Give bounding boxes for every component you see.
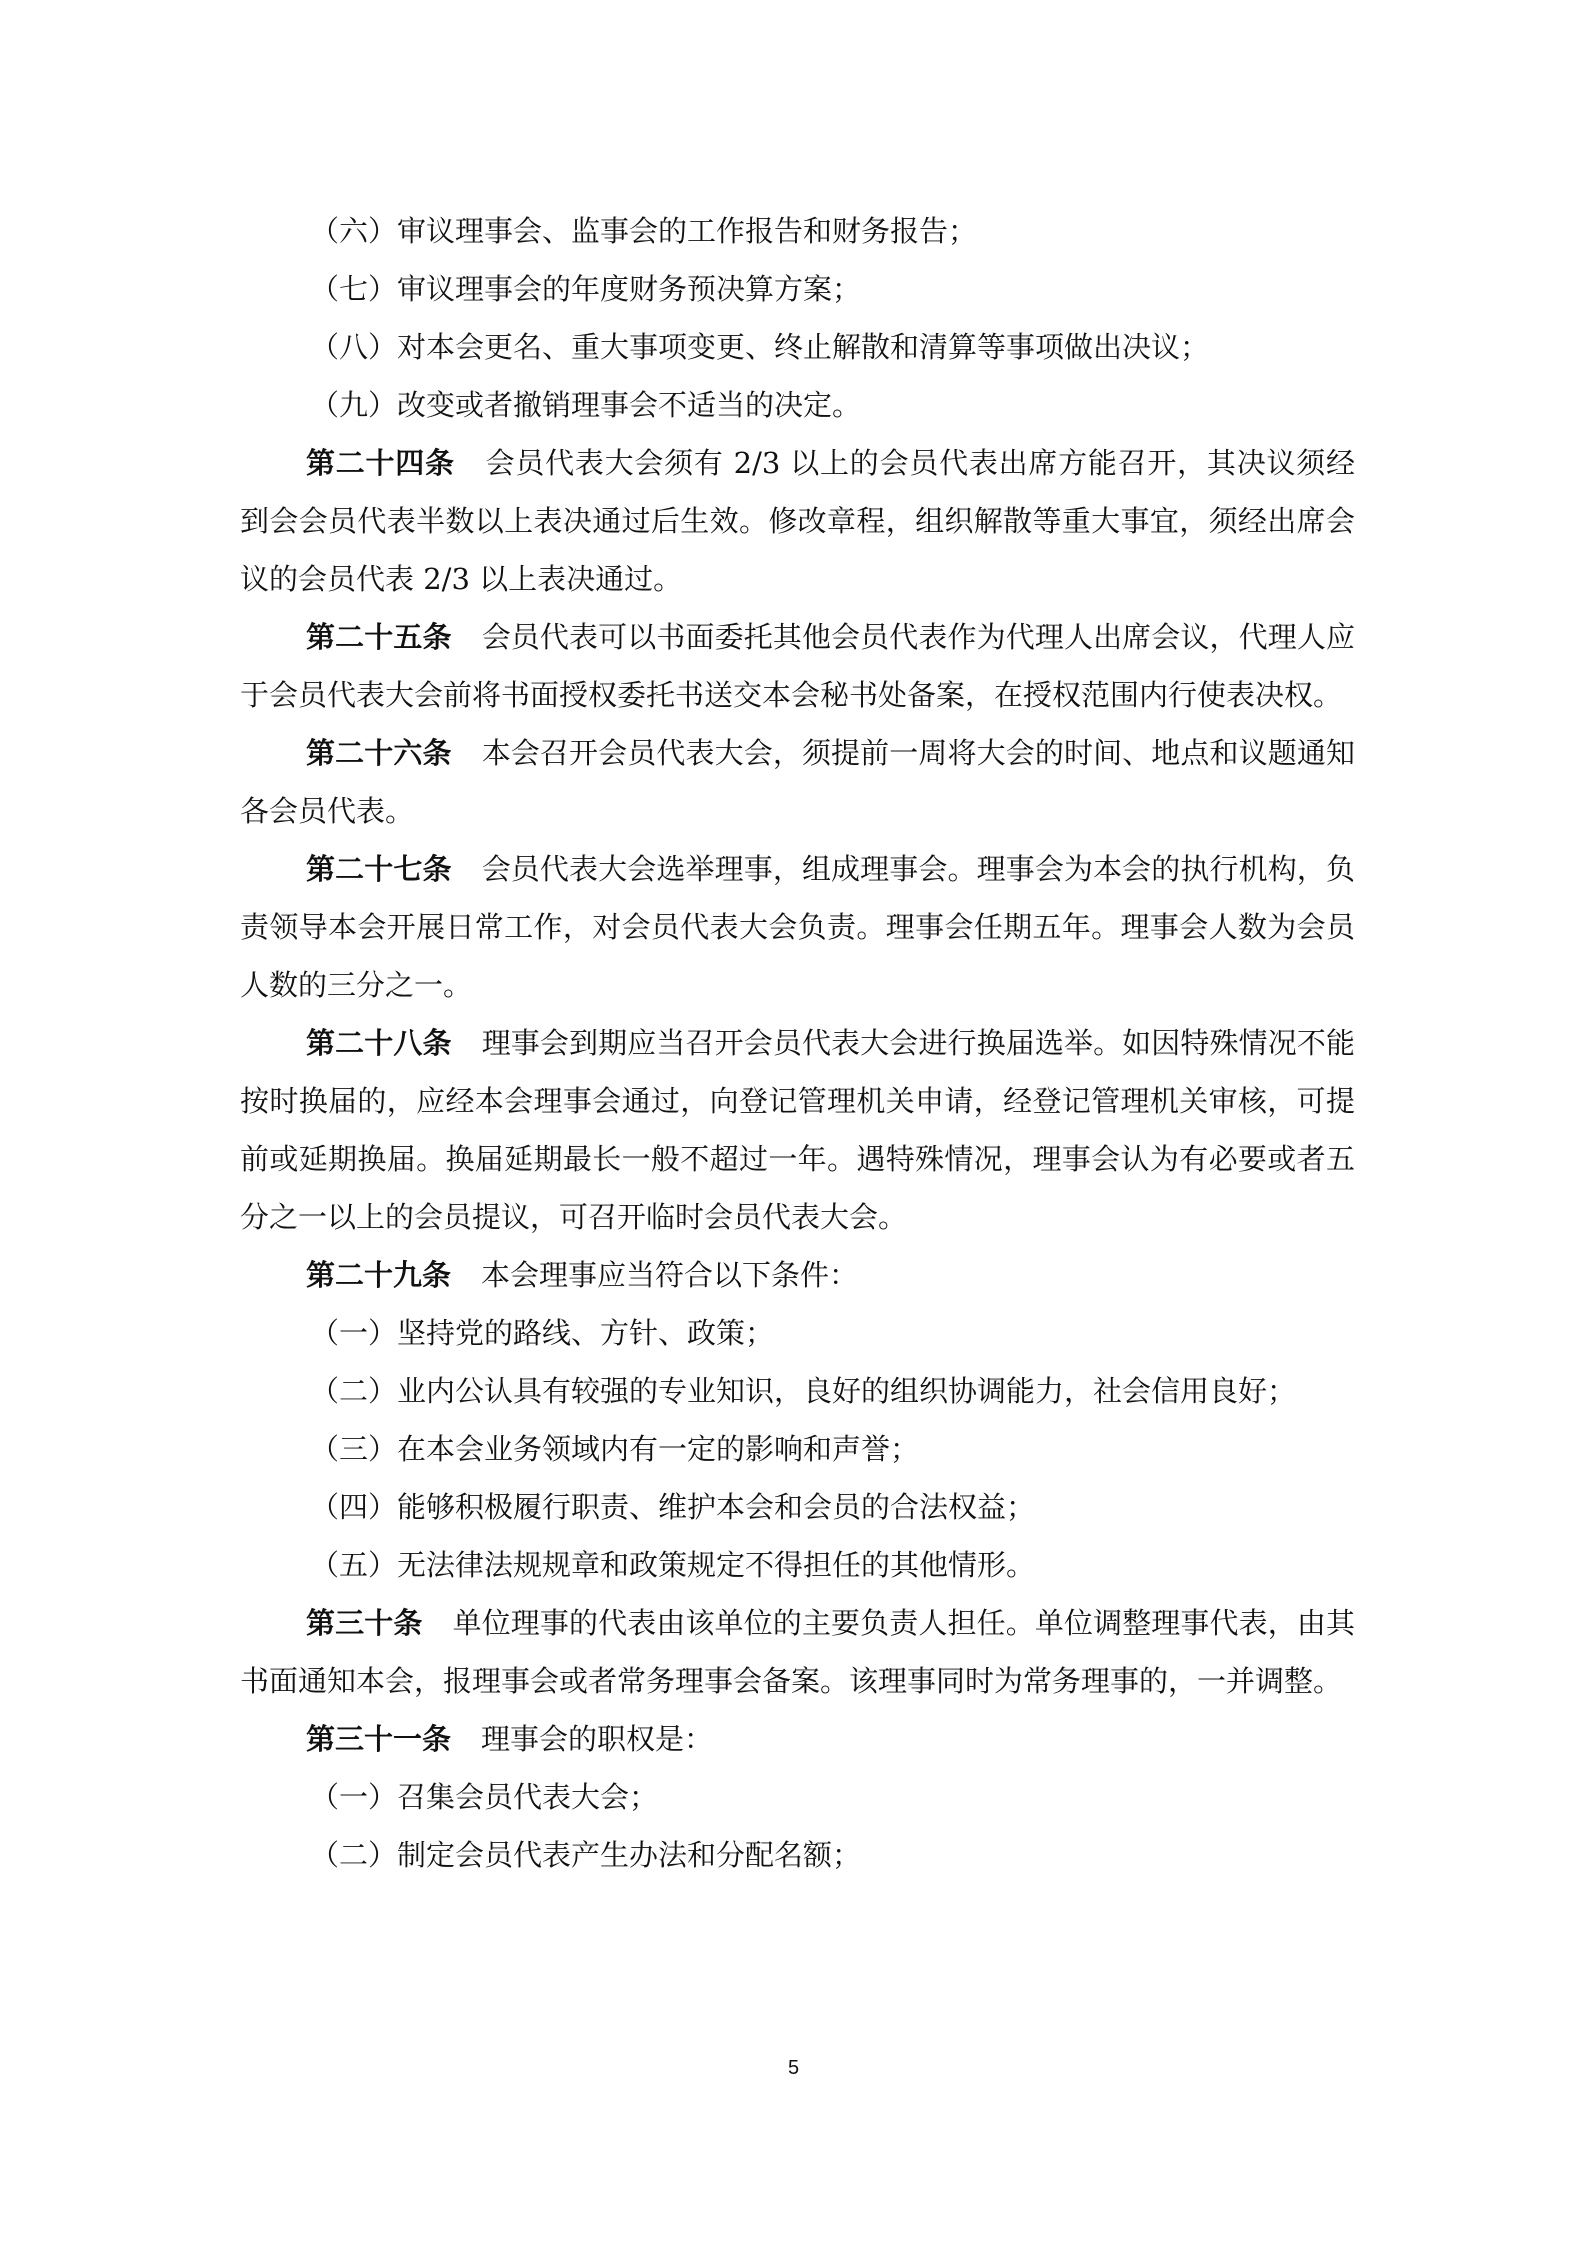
- article-30: [240, 1594, 1355, 1710]
- article-27: [240, 840, 1355, 1014]
- article-text: 会员代表可以书面委托其他会员代表作为代理人出席会议，代理人应于会员代表大会前将书面授权委托书送交本会秘书处备案，在授权范围内行使表决权。: [240, 620, 1355, 712]
- article-text: 理事会的职权是：: [481, 1722, 714, 1756]
- article-text: 单位理事的代表由该单位的主要负责人担任。单位调整理事代表，由其书面通知本会，报理事会或者常务理事会备案。该理事同时为常务理事的，一并调整。: [240, 1606, 1355, 1698]
- article-label: 第三十条: [306, 1606, 423, 1640]
- article-26: [240, 724, 1355, 840]
- list-item: （二）制定会员代表产生办法和分配名额；: [310, 1838, 862, 1872]
- article-label: 第三十一条: [306, 1722, 452, 1756]
- list-item: （八）对本会更名、重大事项变更、终止解散和清算等事项做出决议；: [310, 330, 1210, 364]
- article-text: 本会理事应当符合以下条件：: [481, 1258, 859, 1292]
- list-item: （二）业内公认具有较强的专业知识，良好的组织协调能力，社会信用良好；: [310, 1374, 1297, 1408]
- article-label: 第二十四条: [306, 446, 455, 480]
- article-25: [240, 608, 1355, 724]
- article-label: 第二十九条: [306, 1258, 452, 1292]
- list-item: （一）召集会员代表大会；: [310, 1780, 659, 1814]
- article-label: 第二十七条: [306, 852, 452, 886]
- article-label: 第二十六条: [306, 736, 452, 770]
- article-text: 会员代表大会须有 2/3 以上的会员代表出席方能召开，其决议须经到会会员代表半数以上表决通过后生效。修改章程，组织解散等重大事宜，须经出席会议的会员代表 2/3 以上表决通过。: [240, 446, 1355, 596]
- article-text: 理事会到期应当召开会员代表大会进行换届选举。如因特殊情况不能按时换届的，应经本会理事会通过，向登记管理机关申请，经登记管理机关审核，可提前或延期换届。换届延期最长一般不超过一年。遇特殊情况，理事会认为有必要或者五分之一以上的会员提议，可召开临时会员代表大会。: [240, 1026, 1355, 1234]
- list-item: （九）改变或者撤销理事会不适当的决定。: [310, 388, 862, 422]
- page-number: 5: [787, 2057, 800, 2079]
- article-28: [240, 1014, 1355, 1246]
- article-29: [240, 1246, 1355, 1304]
- list-item: （七）审议理事会的年度财务预决算方案；: [310, 272, 862, 306]
- document-body: [240, 202, 1355, 1884]
- article-31: [240, 1710, 1355, 1768]
- list-item: （六）审议理事会、监事会的工作报告和财务报告；: [310, 214, 978, 248]
- list-item: （三）在本会业务领域内有一定的影响和声誉；: [310, 1432, 920, 1466]
- list-item: （四）能够积极履行职责、维护本会和会员的合法权益；: [310, 1490, 1036, 1524]
- article-label: 第二十八条: [306, 1026, 452, 1060]
- article-text: 本会召开会员代表大会，须提前一周将大会的时间、地点和议题通知各会员代表。: [240, 736, 1355, 828]
- list-item: （一）坚持党的路线、方针、政策；: [310, 1316, 775, 1350]
- article-text: 会员代表大会选举理事，组成理事会。理事会为本会的执行机构，负责领导本会开展日常工作，对会员代表大会负责。理事会任期五年。理事会人数为会员人数的三分之一。: [240, 852, 1355, 1002]
- article-label: 第二十五条: [306, 620, 452, 654]
- article-24: [240, 434, 1355, 608]
- list-item: （五）无法律法规规章和政策规定不得担任的其他情形。: [310, 1548, 1036, 1582]
